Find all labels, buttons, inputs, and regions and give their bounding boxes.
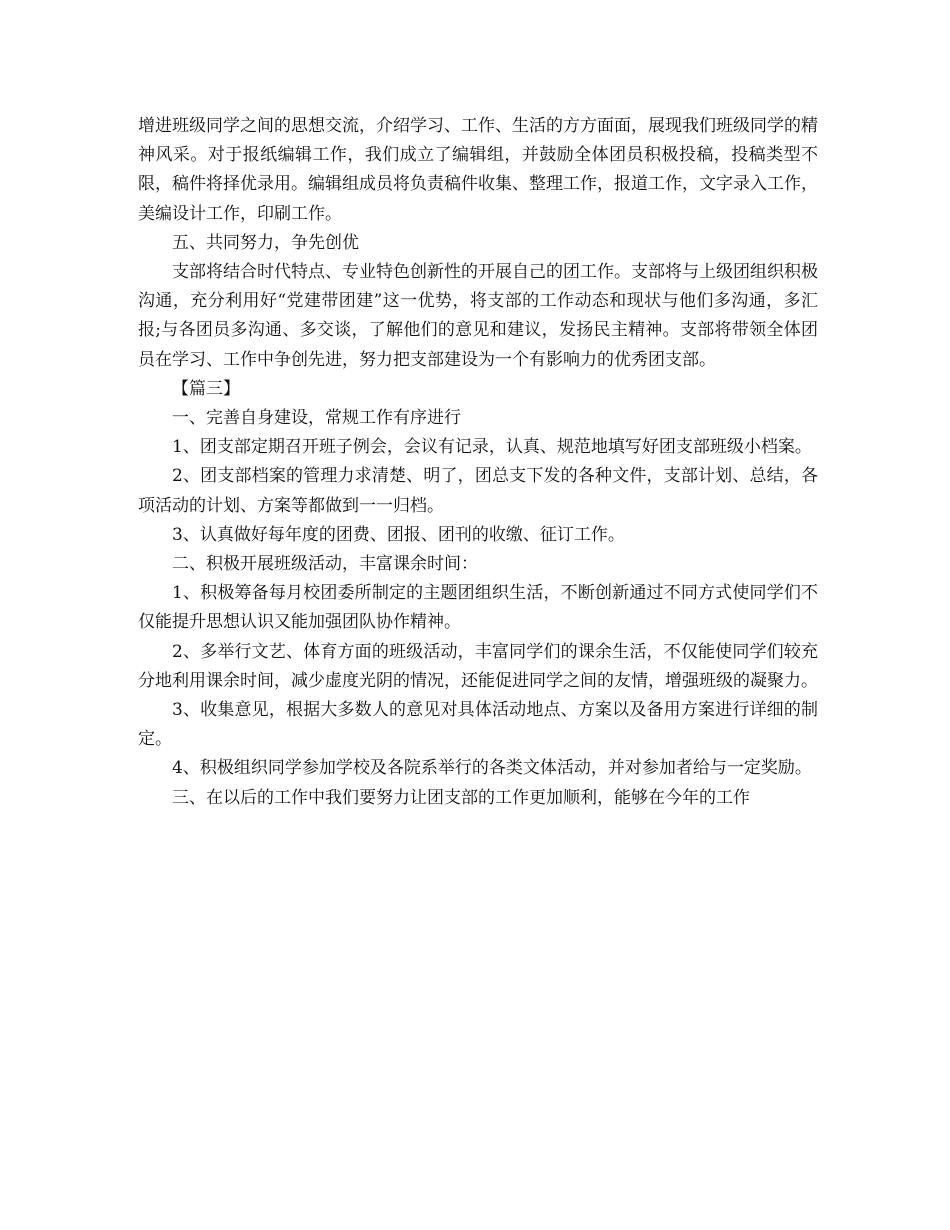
section-heading-3: 三、在以后的工作中我们要努力让团支部的工作更加顺利，能够在今年的工作 bbox=[172, 787, 750, 808]
list-item-1-3: 3、认真做好每年度的团费、团报、团刊的收缴、征订工作。 bbox=[172, 524, 625, 545]
list-item-1-1: 1、团支部定期召开班子例会，会议有记录，认真、规范地填写好团支部班级小档案。 bbox=[172, 437, 812, 458]
paragraph-branch-plan: 支部将结合时代特点、专业特色创新性的开展自己的团工作。支部将与上级团组织积极沟通，充分利用好“党建带团建”这一优势，将支部的工作动态和现状与他们多沟通，多汇报;与各团员多沟通、多交谈，了解他们的意见和建议，发扬民主精神。支部将带领全体团员在学习、工作中争创先进，努力把支部建设为一个有影响力的优秀团支部。 bbox=[138, 262, 818, 370]
list-item-1-2: 2、团支部档案的管理力求清楚、明了，团总支下发的各种文件，支部计划、总结，各项活动的计划、方案等都做到一一归档。 bbox=[138, 466, 818, 516]
section-heading-2: 二、积极开展班级活动，丰富课余时间： bbox=[172, 554, 478, 575]
document-body bbox=[138, 112, 818, 813]
part-heading-3: 【篇三】 bbox=[172, 378, 240, 399]
list-item-2-2: 2、多举行文艺、体育方面的班级活动，丰富同学们的课余生活，不仅能使同学们较充分地利用课余时间，减少虚度光阴的情况，还能促进同学之间的友情，增强班级的凝聚力。 bbox=[138, 641, 818, 691]
section-heading-5: 五、共同努力，争先创优 bbox=[172, 232, 359, 253]
list-item-2-3: 3、收集意见，根据大多数人的意见对具体活动地点、方案以及备用方案进行详细的制定。 bbox=[138, 700, 818, 750]
section-heading-1: 一、完善自身建设，常规工作有序进行 bbox=[172, 408, 461, 429]
list-item-2-1: 1、积极筹备每月校团委所制定的主题团组织生活，不断创新通过不同方式使同学们不仅能提升思想认识又能加强团队协作精神。 bbox=[138, 583, 818, 633]
list-item-2-4: 4、积极组织同学参加学校及各院系举行的各类文体活动，并对参加者给与一定奖励。 bbox=[172, 758, 812, 779]
paragraph-continuation: 增进班级同学之间的思想交流，介绍学习、工作、生活的方方面面，展现我们班级同学的精神风采。对于报纸编辑工作，我们成立了编辑组，并鼓励全体团员积极投稿，投稿类型不限，稿件将择优录用。编辑组成员将负责稿件收集、整理工作，报道工作，文字录入工作，美编设计工作，印刷工作。 bbox=[138, 116, 818, 224]
